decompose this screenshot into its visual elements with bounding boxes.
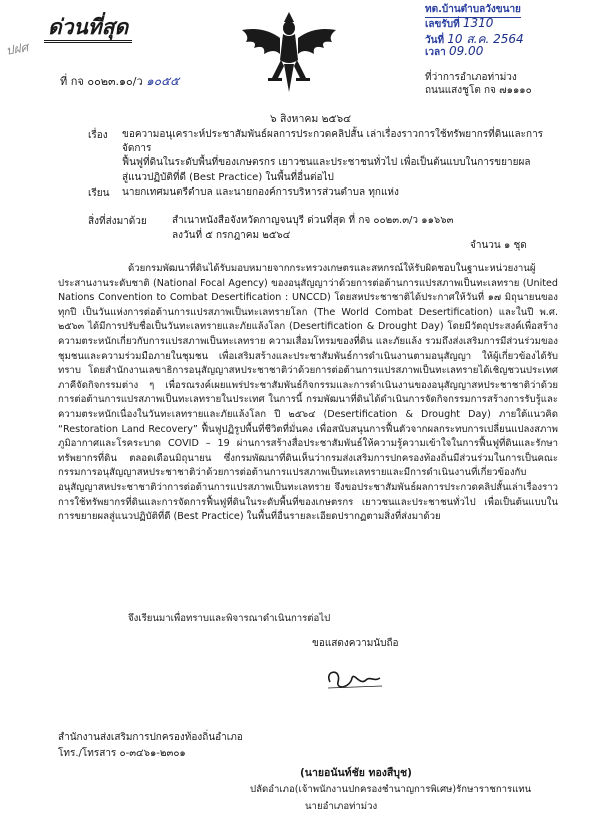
- receipt-time-label: เวลา: [425, 47, 446, 58]
- subject-line-3: สู่แนวปฏิบัติที่ดี (Best Practice) ในพื้นที่อื่นต่อไป: [122, 171, 334, 183]
- receipt-number-label: เลขรับที่: [425, 19, 460, 30]
- receipt-stamp-title: ทต.บ้านตำบลวังขนาย: [425, 2, 521, 18]
- addressee-text: นายกเทศมนตรีตำบล และนายกองค์การบริหารส่วนตำบล ทุกแห่ง: [122, 187, 399, 198]
- footer-contact: โทร./โทรสาร ๐-๓๔๖๑-๒๓๐๑: [58, 748, 186, 759]
- body-paragraph-2: จึงเรียนมาเพื่อทราบและพิจารณาดำเนินการต่อไป: [128, 613, 331, 624]
- receipt-stamp: [425, 2, 597, 58]
- office-line-2: ถนนแสงชูโต กจ ๗๑๑๑๐: [425, 85, 532, 96]
- enclosure-label: สิ่งที่ส่งมาด้วย: [88, 216, 147, 227]
- receipt-date-label: วันที่: [425, 35, 445, 46]
- office-line-1: ที่ว่าการอำเภอท่าม่วง: [425, 72, 517, 83]
- signer-name: (นายอนันท์ชัย ทองสืบุช): [300, 767, 412, 779]
- subject-line-1: ขอความอนุเคราะห์ประชาสัมพันธ์ผลการประกวดคลิปสั้น เล่าเรื่องราวการใช้ทรัพยากรที่ดินและการจัดการ: [122, 129, 544, 155]
- subject-label: เรื่อง: [88, 130, 108, 141]
- receipt-date-value: 10 ส.ค. 2564: [447, 32, 524, 46]
- subject-text: [122, 128, 562, 185]
- closing-salutation: ขอแสดงความนับถือ: [312, 638, 399, 649]
- document-number-handwritten: ๑๐๕๕: [146, 74, 180, 88]
- urgency-stamp: ด่วนที่สุด: [44, 14, 132, 43]
- issuing-office: [425, 71, 597, 97]
- footer-department: สำนักงานส่งเสริมการปกครองท้องถิ่นอำเภอ: [58, 732, 243, 743]
- enclosure-line-2: ลงวันที่ ๕ กรกฎาคม ๒๕๖๔: [172, 230, 291, 241]
- signer-position-2: นายอำเภอท่าม่วง: [305, 801, 378, 812]
- document-number-prefix: ที่ กจ ๐๐๒๓.๑๐/ว: [60, 75, 143, 88]
- signature-icon: [320, 664, 390, 694]
- letter-date: ๖ สิงหาคม ๒๕๖๔: [270, 113, 352, 125]
- garuda-emblem-icon: [234, 8, 344, 96]
- corner-handwritten-note: ปฝศ: [4, 40, 30, 58]
- addressee-label: เรียน: [88, 188, 110, 199]
- receipt-number-value: 1310: [462, 16, 494, 30]
- body-paragraph-1: ด้วยกรมพัฒนาที่ดินได้รับมอบหมายจากกระทรวงเกษตรและสหกรณ์ให้รับผิดชอบในฐานะหน่วยงานผู้ประสานงานระดับชาติ (National Focal Agency) ของอนุสัญญาว่าด้วยการต่อต้านการแปรสภาพเป็นทะเลทราย (United Nations Convention to Combat Desertification : UNCCD) โดยสหประชาชาติได้ประกาศให้วันที่ ๑๗ มิถุนายนของทุกปี เป็นวันแห่งการต่อต้านการแปรสภาพเป็นทะเลทรายโลก (The World Combat Desertification) และในปี พ.ศ. ๒๕๖๓ ได้มีการปรับชื่อเป็นวันทะเลทรายและภัยแล้งโลก (Desertification & Drought Day) โดยมีวัตถุประสงค์เพื่อสร้างความตระหนักเกี่ยวกับการแปรสภาพเป็นทะเลทราย ความเสื่อมโทรมของที่ดิน และภัยแล้ง รวมถึงส่งเสริมการมีส่วนร่วมของชุมชนและความร่วมมือภายในชุมชน เพื่อเสริมสร้างและประชาสัมพันธ์การดำเนินงานตามอนุสัญญา ให้ผู้เกี่ยวข้องได้รับทราบ โดยสำนักงานเลขาธิการอนุสัญญาสหประชาชาติว่าด้วยการต่อต้านการแปรสภาพเป็นทะเลทรายได้เชิญชวนประเทศภาคีจัดกิจกรรมต่าง ๆ เพื่อรณรงค์เผยแพร่ประชาสัมพันธ์กิจกรรมและการดำเนินงานของอนุสัญญาสหประชาชาติว่าด้วยการต่อต้านการแปรสภาพเป็นทะเลทรายในประเทศ ในการนี้ กรมพัฒนาที่ดินได้ดำเนินการจัดกิจกรรมการสร้างการรับรู้และความตระหนักเนื่องในวันทะเลทรายและภัยแล้งโลก ปี ๒๕๖๔ (Desertification & Drought Day) ภายใต้แนวคิด “Restoration Land Recovery” ฟื้นฟูปฏิรูปพื้นที่ชีวิตที่มั่นคง เพื่อสนับสนุนการฟื้นตัวจากผลกระทบการเปลี่ยนแปลงสภาพภูมิอากาศและโรคระบาด COVID – 19 ผ่านการสร้างสื่อประชาสัมพันธ์ให้ความรู้ความเข้าใจในการฟื้นฟูที่ดินและรักษาทรัพยากรที่ดิน ตลอดเดือนมิถุนายน ซึ่งกรมพัฒนาที่ดินเห็นว่ากรมส่งเสริมการปกครองท้องถิ่นมีส่วนร่วมในการเป็นคณะกรรมการอนุสัญญาสหประชาชาติว่าด้วยการต่อต้านการแปรสภาพเป็นทะเลทรายและมีการดำเนินงานที่เกี่ยวข้องกับอนุสัญญาสหประชาชาติว่าการต่อต้านการแปรสภาพเป็นทะเลทราย จึงขอประชาสัมพันธ์ผลการประกวดคลิปสั้นเล่าเรื่องราวการใช้ทรัพยากรที่ดินและการจัดการฟื้นฟูที่ดินในระดับพื้นที่ของเกษตรกร เยาวชนและประชาชนทั่วไป เพื่อเป็นต้นแบบในการขยายผลสู่แนวปฏิบัติที่ดี (Best Practice) ในพื้นที่อื่นรายละเอียดปรากฏตามสิ่งที่ส่งมาด้วย: [58, 263, 558, 523]
- subject-line-2: ฟื้นฟูที่ดินในระดับพื้นที่ของเกษตรกร เยาวชนและประชาชนทั่วไป เพื่อเป็นต้นแบบในการขยายผล: [122, 157, 531, 169]
- receipt-time-value: 09.00: [448, 44, 484, 58]
- signer-position-1: ปลัดอำเภอ(เจ้าพนักงานปกครองชำนาญการพิเศษ)รักษาราชการแทน: [250, 784, 532, 795]
- document-number: [60, 72, 179, 91]
- enclosure-line-1: สำเนาหนังสือจังหวัดกาญจนบุรี ด่วนที่สุด ที่ กจ ๐๐๒๓.๓/ว ๑๑๖๖๓: [172, 215, 454, 226]
- enclosure-count: จำนวน ๑ ชุด: [470, 240, 527, 251]
